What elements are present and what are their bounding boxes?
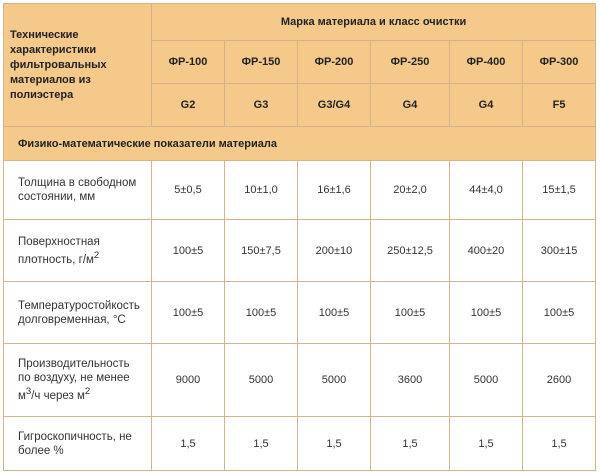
row-label-text: Поверхностная плотность, г/м (18, 235, 100, 266)
table-cell: 100±5 (371, 282, 450, 344)
class-header: G3/G4 (298, 84, 371, 127)
table-row (4, 344, 596, 417)
table-cell: 16±1,6 (298, 161, 371, 220)
row-label-sup: 3 (25, 386, 32, 398)
table-cell: 5000 (225, 344, 298, 417)
table-cell: 1,5 (225, 417, 298, 471)
class-header: G4 (450, 84, 523, 127)
table-cell: 200±10 (298, 220, 371, 282)
row-label-text: /ч через м (31, 389, 85, 402)
table-cell: 400±20 (450, 220, 523, 282)
table-cell: 300±15 (523, 220, 596, 282)
row-label-sup: 2 (84, 386, 91, 398)
class-header: F5 (523, 84, 596, 127)
row-label (4, 344, 152, 417)
class-header: G2 (152, 84, 225, 127)
table-cell: 1,5 (298, 417, 371, 471)
table-cell: 5±0,5 (152, 161, 225, 220)
row-label: Гигроскопичность, не более % (4, 417, 152, 471)
table-cell: 100±5 (450, 282, 523, 344)
table-cell: 5000 (450, 344, 523, 417)
brand-header: ФР-100 (152, 41, 225, 84)
brand-header: ФР-200 (298, 41, 371, 84)
brand-header: ФР-150 (225, 41, 298, 84)
table-row (4, 220, 596, 282)
brand-header: ФР-400 (450, 41, 523, 84)
table-row (4, 161, 596, 220)
table-row (4, 282, 596, 344)
table-cell: 1,5 (450, 417, 523, 471)
table-cell: 2600 (523, 344, 596, 417)
class-header: G3 (225, 84, 298, 127)
brand-header: ФР-300 (523, 41, 596, 84)
table-cell: 9000 (152, 344, 225, 417)
row-label: Толщина в свободном состоянии, мм (4, 161, 152, 220)
table-cell: 15±1,5 (523, 161, 596, 220)
class-header: G4 (371, 84, 450, 127)
row-label (4, 220, 152, 282)
table-row (4, 417, 596, 471)
spec-table (3, 3, 596, 471)
table-cell: 1,5 (371, 417, 450, 471)
table-cell: 100±5 (152, 220, 225, 282)
table-cell: 20±2,0 (371, 161, 450, 220)
table-cell: 100±5 (523, 282, 596, 344)
table-cell: 100±5 (152, 282, 225, 344)
section-title: Физико-математические показатели материала (4, 127, 596, 161)
table-cell: 3600 (371, 344, 450, 417)
table-cell: 100±5 (298, 282, 371, 344)
corner-header: Технические характеристики фильтровальных материалов из полиэстера (10, 28, 107, 101)
brand-header: ФР-250 (371, 41, 450, 84)
table-cell: 1,5 (523, 417, 596, 471)
table-cell: 250±12,5 (371, 220, 450, 282)
table-cell: 10±1,0 (225, 161, 298, 220)
table-cell: 1,5 (152, 417, 225, 471)
table-cell: 100±5 (225, 282, 298, 344)
row-label-text: Производительность по воздуху, не менее м (18, 358, 130, 402)
group-header: Марка материала и класс очистки (152, 4, 596, 41)
corner-header-cell (4, 4, 152, 127)
row-label-sup: 2 (93, 249, 100, 261)
table-cell: 5000 (298, 344, 371, 417)
table-cell: 44±4,0 (450, 161, 523, 220)
table-cell: 150±7,5 (225, 220, 298, 282)
row-label: Температуростойкость долговременная, °С (4, 282, 152, 344)
